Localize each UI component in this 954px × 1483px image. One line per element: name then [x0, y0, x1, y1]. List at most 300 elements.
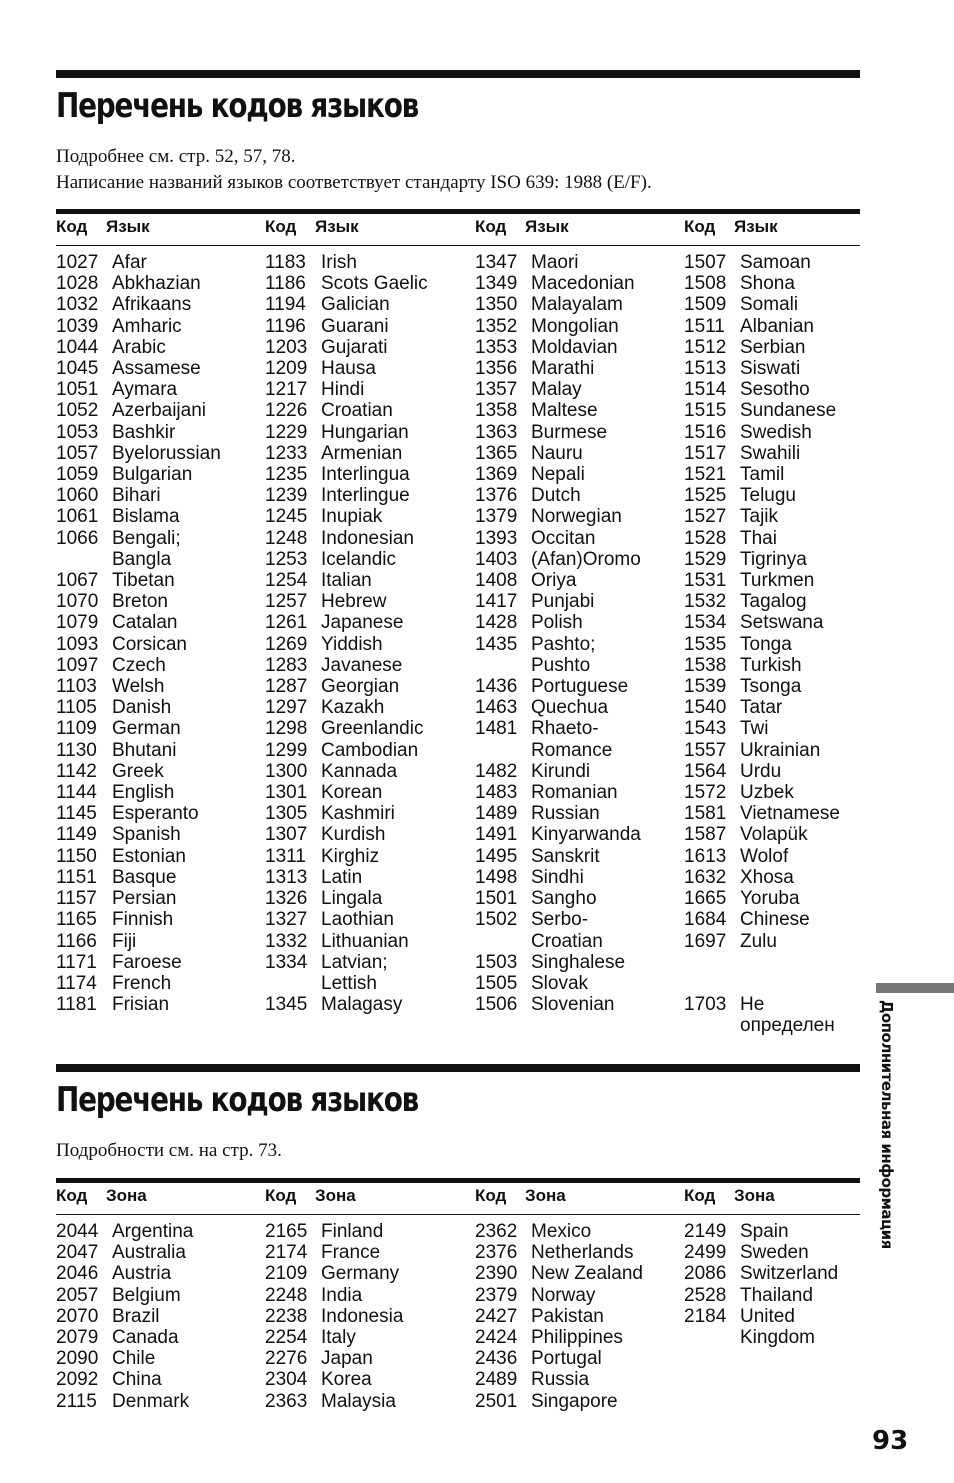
- entry-code: 1299: [265, 739, 308, 761]
- entry-code: 1525: [684, 485, 727, 507]
- table-row: [56, 1285, 193, 1306]
- entry-code: 1436: [475, 676, 518, 698]
- table-row: [56, 528, 221, 549]
- entry-name: Denmark: [112, 1390, 190, 1412]
- entry-code: 2379: [475, 1284, 518, 1306]
- entry-code: 1269: [265, 633, 308, 655]
- entry-name: Armenian: [321, 442, 403, 464]
- entry-name: Cambodian: [321, 739, 419, 761]
- table-row: [56, 316, 221, 337]
- table-row: [684, 1327, 838, 1348]
- entry-name: Bangla: [112, 548, 172, 570]
- table-row: [56, 1263, 193, 1284]
- entry-code: 1149: [56, 824, 97, 846]
- entry-code: 1498: [475, 866, 518, 888]
- table-row: [684, 316, 840, 337]
- entry-name: French: [112, 972, 172, 994]
- table-row: [684, 1221, 838, 1242]
- region-column: [684, 1221, 838, 1348]
- entry-name: Shona: [740, 273, 795, 295]
- entry-code: 2046: [56, 1263, 99, 1285]
- entry-name: Faroese: [112, 951, 182, 973]
- entry-code: 1079: [56, 612, 99, 634]
- entry-name: Switzerland: [740, 1263, 839, 1285]
- entry-name: Malay: [531, 379, 582, 401]
- table-row: [684, 1015, 840, 1036]
- entry-code: [265, 973, 321, 994]
- entry-code: 1511: [684, 315, 725, 337]
- entry-code: 1684: [684, 909, 727, 931]
- entry-name: Oriya: [531, 570, 577, 592]
- table-row: [684, 634, 840, 655]
- column-header: [265, 217, 359, 237]
- entry-code: 1253: [265, 548, 308, 570]
- header-code: Код: [684, 217, 716, 236]
- table-row: [265, 400, 428, 421]
- entry-name: Russia: [531, 1369, 590, 1391]
- entry-code: 1067: [56, 570, 99, 592]
- table-row: [265, 952, 428, 973]
- entry-code: 1543: [684, 718, 727, 740]
- entry-code: 1186: [265, 273, 306, 295]
- entry-name: Catalan: [112, 612, 178, 634]
- entry-name: Macedonian: [531, 273, 635, 295]
- entry-name: Czech: [112, 654, 166, 676]
- entry-code: 1171: [56, 951, 97, 973]
- table-row: [475, 761, 641, 782]
- entry-name: Maori: [531, 252, 579, 273]
- entry-code: 2079: [56, 1327, 99, 1349]
- entry-code: 2304: [265, 1369, 308, 1391]
- entry-name: Chinese: [740, 909, 810, 931]
- entry-code: [475, 740, 531, 761]
- table-row: [684, 1242, 838, 1263]
- header-name: Зона: [525, 1186, 566, 1205]
- entry-code: 1245: [265, 506, 308, 528]
- entry-name: Swedish: [740, 421, 812, 443]
- entry-name: Hindi: [321, 379, 365, 401]
- entry-name: Portuguese: [531, 676, 629, 698]
- column-header: [684, 1186, 775, 1206]
- entry-code: 1369: [475, 464, 518, 486]
- table-row: [684, 1306, 838, 1327]
- entry-code: 1528: [684, 527, 727, 549]
- table-row: [684, 422, 840, 443]
- table-row: [475, 1242, 643, 1263]
- entry-code: 1203: [265, 336, 308, 358]
- entry-name: China: [112, 1369, 162, 1391]
- entry-code: 1332: [265, 930, 308, 952]
- table-row: [56, 718, 221, 739]
- table-row: [684, 909, 840, 930]
- side-tab-label: Дополнительная информация: [878, 1000, 896, 1249]
- table-row: [265, 273, 428, 294]
- entry-name: Kirundi: [531, 760, 591, 782]
- entry-code: 1356: [475, 358, 518, 380]
- entry-code: [684, 1327, 740, 1348]
- table-row: [265, 867, 428, 888]
- table-row: [56, 1242, 193, 1263]
- table-row: [684, 655, 840, 676]
- entry-code: 2044: [56, 1221, 99, 1242]
- table-row: [684, 888, 840, 909]
- entry-code: 1379: [475, 506, 518, 528]
- table-row: [475, 549, 641, 570]
- table-row: [56, 337, 221, 358]
- entry-code: 2436: [475, 1348, 518, 1370]
- entry-name: Indonesian: [321, 527, 414, 549]
- entry-code: 1196: [265, 315, 306, 337]
- table-row: [265, 803, 428, 824]
- entry-name: Ukrainian: [740, 739, 821, 761]
- entry-name: Siswati: [740, 358, 801, 380]
- table-row: [56, 294, 221, 315]
- table-row: [684, 337, 840, 358]
- language-column: [475, 252, 641, 1015]
- entry-code: 1301: [265, 782, 308, 804]
- entry-code: 2070: [56, 1305, 99, 1327]
- table-row: [265, 655, 428, 676]
- table-row: [684, 761, 840, 782]
- entry-name: Breton: [112, 591, 168, 613]
- table-row: [56, 1327, 193, 1348]
- entry-code: [475, 655, 531, 676]
- entry-code: 1057: [56, 442, 99, 464]
- entry-code: 1105: [56, 697, 97, 719]
- entry-name: Kinyarwanda: [531, 824, 641, 846]
- entry-name: Philippines: [531, 1327, 623, 1349]
- entry-code: 1509: [684, 294, 727, 316]
- section-title: Перечень кодов языков: [56, 1080, 419, 1120]
- entry-name: Bashkir: [112, 421, 176, 443]
- table-row: [265, 846, 428, 867]
- entry-code: 1417: [475, 591, 518, 613]
- header-name: Язык: [525, 217, 569, 236]
- entry-code: 2115: [56, 1390, 97, 1412]
- entry-code: 2424: [475, 1327, 518, 1349]
- entry-code: 1109: [56, 718, 97, 740]
- entry-name: Corsican: [112, 633, 187, 655]
- table-row: [56, 867, 221, 888]
- entry-name: Occitan: [531, 527, 596, 549]
- entry-name: Arabic: [112, 336, 166, 358]
- entry-name: Samoan: [740, 252, 811, 273]
- table-row: [475, 1391, 643, 1412]
- intro-line: Подробности см. на стр. 73.: [56, 1140, 282, 1161]
- table-row: [265, 973, 428, 994]
- entry-code: 1581: [684, 803, 727, 825]
- entry-code: 1181: [56, 994, 97, 1016]
- entry-code: 1535: [684, 633, 727, 655]
- header-name: Зона: [106, 1186, 147, 1205]
- entry-code: 1061: [56, 506, 99, 528]
- entry-code: 1226: [265, 400, 308, 422]
- entry-code: 1194: [265, 294, 306, 316]
- entry-code: 1051: [56, 379, 99, 401]
- entry-name: Scots Gaelic: [321, 273, 428, 295]
- table-row: [684, 824, 840, 845]
- entry-code: 1531: [684, 570, 727, 592]
- table-row: [684, 718, 840, 739]
- entry-code: 1352: [475, 315, 518, 337]
- table-row: [475, 909, 641, 930]
- table-row: [265, 1327, 403, 1348]
- entry-code: 1326: [265, 888, 308, 910]
- entry-code: 1515: [684, 400, 727, 422]
- entry-name: Argentina: [112, 1221, 194, 1242]
- entry-code: 1257: [265, 591, 308, 613]
- entry-code: 2489: [475, 1369, 518, 1391]
- table-row: [265, 1242, 403, 1263]
- column-header: [475, 1186, 566, 1206]
- entry-name: Tibetan: [112, 570, 175, 592]
- header-name: Язык: [734, 217, 778, 236]
- entry-name: Assamese: [112, 358, 201, 380]
- entry-name: Bihari: [112, 485, 161, 507]
- table-row: [56, 464, 221, 485]
- entry-code: 1174: [56, 972, 97, 994]
- column-header: [265, 1186, 356, 1206]
- entry-code: 1508: [684, 273, 727, 295]
- entry-name: Basque: [112, 866, 177, 888]
- entry-code: 1093: [56, 633, 99, 655]
- entry-code: 1028: [56, 273, 99, 295]
- table-row: [265, 316, 428, 337]
- table-row: [475, 697, 641, 718]
- entry-code: 1703: [684, 994, 727, 1016]
- entry-code: 1345: [265, 994, 308, 1016]
- entry-name: Korea: [321, 1369, 372, 1391]
- entry-name: Mongolian: [531, 315, 619, 337]
- table-row: [475, 634, 641, 655]
- table-row: [475, 252, 641, 273]
- table-row: [56, 1221, 193, 1242]
- table-row: [265, 1306, 403, 1327]
- page-number: 93: [872, 1426, 909, 1456]
- entry-name: Quechua: [531, 697, 609, 719]
- section-intro: [56, 144, 652, 196]
- entry-code: 2092: [56, 1369, 99, 1391]
- entry-name: Korean: [321, 782, 383, 804]
- entry-code: 2109: [265, 1263, 308, 1285]
- table-row: [56, 400, 221, 421]
- entry-code: 1307: [265, 824, 308, 846]
- entry-name: Aymara: [112, 379, 178, 401]
- table-row: [475, 464, 641, 485]
- entry-name: Tatar: [740, 697, 783, 719]
- entry-code: 1311: [265, 845, 306, 867]
- entry-name: Kirghiz: [321, 845, 380, 867]
- entry-name: United: [740, 1305, 795, 1327]
- header-code: Код: [475, 217, 507, 236]
- entry-name: Japanese: [321, 612, 404, 634]
- table-row: [56, 740, 221, 761]
- table-row: [265, 1263, 403, 1284]
- entry-code: 1327: [265, 909, 308, 931]
- entry-code: 1491: [475, 824, 518, 846]
- entry-name: Kingdom: [740, 1327, 815, 1349]
- table-row: [56, 676, 221, 697]
- entry-code: 1358: [475, 400, 518, 422]
- entry-name: Sindhi: [531, 866, 584, 888]
- table-row: [684, 506, 840, 527]
- entry-name: Tonga: [740, 633, 792, 655]
- entry-name: Setswana: [740, 612, 824, 634]
- entry-name: Punjabi: [531, 591, 595, 613]
- table-row: [56, 697, 221, 718]
- entry-code: 1261: [265, 612, 308, 634]
- entry-name: Nauru: [531, 442, 583, 464]
- entry-name: Kashmiri: [321, 803, 395, 825]
- entry-name: France: [321, 1242, 381, 1264]
- entry-code: 1572: [684, 782, 727, 804]
- side-tab-bar: [876, 983, 954, 993]
- entry-code: 1150: [56, 845, 97, 867]
- entry-name: Chile: [112, 1348, 156, 1370]
- table-row: [684, 273, 840, 294]
- table-row: [265, 1391, 403, 1412]
- entry-name: Spain: [740, 1221, 789, 1242]
- entry-code: 2149: [684, 1221, 727, 1242]
- entry-name: Pushto: [531, 654, 591, 676]
- entry-name: Welsh: [112, 676, 165, 698]
- entry-name: Slovenian: [531, 994, 615, 1016]
- table-row: [475, 1285, 643, 1306]
- table-row: [265, 591, 428, 612]
- table-row: [475, 952, 641, 973]
- entry-code: 1532: [684, 591, 727, 613]
- entry-code: 1157: [56, 888, 97, 910]
- section-rule: [56, 1064, 860, 1072]
- table-row: [265, 528, 428, 549]
- entry-code: 1209: [265, 358, 308, 380]
- table-row: [265, 994, 428, 1015]
- table-row: [56, 485, 221, 506]
- entry-code: 1463: [475, 697, 518, 719]
- entry-code: 1665: [684, 888, 727, 910]
- table-row: [684, 485, 840, 506]
- entry-code: 1166: [56, 930, 97, 952]
- entry-name: Irish: [321, 252, 357, 273]
- entry-code: 1357: [475, 379, 518, 401]
- entry-name: Yoruba: [740, 888, 800, 910]
- entry-code: 1097: [56, 654, 99, 676]
- entry-name: Turkmen: [740, 570, 815, 592]
- entry-name: Gujarati: [321, 336, 388, 358]
- entry-name: Latvian;: [321, 951, 388, 973]
- table-row: [265, 506, 428, 527]
- table-row: [475, 316, 641, 337]
- entry-name: Kazakh: [321, 697, 385, 719]
- entry-code: 2363: [265, 1390, 308, 1412]
- entry-code: 1587: [684, 824, 727, 846]
- entry-name: Slovak: [531, 972, 589, 994]
- entry-code: 1045: [56, 358, 99, 380]
- table-row: [56, 443, 221, 464]
- entry-name: Germany: [321, 1263, 400, 1285]
- entry-name: Не: [740, 994, 765, 1016]
- table-row: [56, 1348, 193, 1369]
- entry-name: Mexico: [531, 1221, 592, 1242]
- entry-name: Afrikaans: [112, 294, 192, 316]
- table-row: [56, 973, 221, 994]
- entry-code: 1506: [475, 994, 518, 1016]
- section-title: Перечень кодов языков: [56, 86, 419, 126]
- entry-code: 2427: [475, 1305, 518, 1327]
- table-row: [265, 1369, 403, 1390]
- table-row: [56, 612, 221, 633]
- entry-name: Russian: [531, 803, 600, 825]
- entry-code: [684, 952, 740, 973]
- table-row: [56, 846, 221, 867]
- entry-code: 1483: [475, 782, 518, 804]
- table-row: [475, 337, 641, 358]
- table-row: [265, 1221, 403, 1242]
- entry-name: Belgium: [112, 1284, 181, 1306]
- table-row: [475, 379, 641, 400]
- entry-name: Frisian: [112, 994, 170, 1016]
- table-row: [265, 676, 428, 697]
- entry-code: 1059: [56, 464, 99, 486]
- table-row: [56, 549, 221, 570]
- header-code: Код: [56, 217, 88, 236]
- entry-code: 2254: [265, 1327, 308, 1349]
- entry-code: 1632: [684, 866, 727, 888]
- entry-code: 1408: [475, 570, 518, 592]
- entry-name: Singapore: [531, 1390, 618, 1412]
- entry-code: 2165: [265, 1221, 308, 1242]
- entry-name: Greek: [112, 760, 164, 782]
- entry-name: Portugal: [531, 1348, 602, 1370]
- table-row: [475, 294, 641, 315]
- table-row: [475, 591, 641, 612]
- entry-code: 2390: [475, 1263, 518, 1285]
- table-row: [475, 273, 641, 294]
- table-row: [475, 1327, 643, 1348]
- entry-name: Italy: [321, 1327, 356, 1349]
- entry-name: Serbo-: [531, 909, 589, 931]
- entry-name: Icelandic: [321, 548, 396, 570]
- entry-name: Esperanto: [112, 803, 199, 825]
- entry-name: India: [321, 1284, 363, 1306]
- entry-name: Sundanese: [740, 400, 837, 422]
- table-row: [475, 1369, 643, 1390]
- region-column: [56, 1221, 193, 1412]
- table-row: [265, 337, 428, 358]
- entry-code: [684, 1015, 740, 1036]
- table-row: [684, 379, 840, 400]
- entry-name: Interlingua: [321, 464, 410, 486]
- entry-code: 1229: [265, 421, 308, 443]
- table-row: [265, 1348, 403, 1369]
- entry-code: 1144: [56, 782, 97, 804]
- header-name: Зона: [734, 1186, 775, 1205]
- table-row: [56, 803, 221, 824]
- entry-name: Bhutani: [112, 739, 177, 761]
- entry-code: 1517: [684, 442, 727, 464]
- entry-name: Albanian: [740, 315, 814, 337]
- entry-code: 1298: [265, 718, 308, 740]
- table-row: [684, 697, 840, 718]
- entry-code: 1313: [265, 866, 308, 888]
- entry-code: 2184: [684, 1305, 727, 1327]
- entry-name: Tajik: [740, 506, 779, 528]
- entry-code: 1539: [684, 676, 727, 698]
- table-row: [684, 443, 840, 464]
- header-name: Язык: [315, 217, 359, 236]
- table-row: [475, 867, 641, 888]
- table-row: [265, 422, 428, 443]
